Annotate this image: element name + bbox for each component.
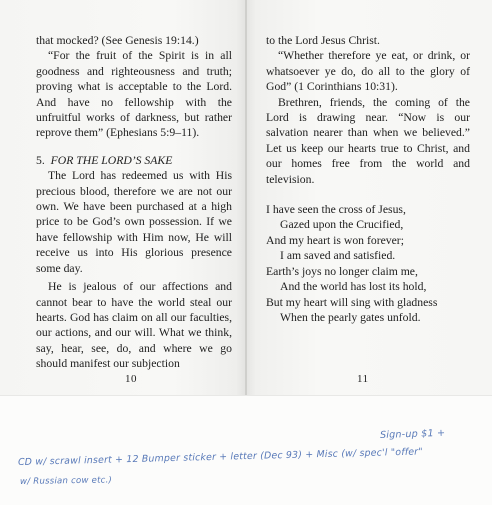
section-number: 5. (36, 153, 45, 167)
handwritten-notes-area (0, 395, 492, 505)
handwritten-note-continued: w/ Russian cow etc.) (19, 475, 113, 487)
section-paragraph-2: He is jealous of our affections and cannot bear to have the world steal our hearts. God has claim on all our faculties, our actions, and our will. What we think, say, hear, see, do, and where we go should manifest our subjection (36, 280, 232, 371)
section-paragraph-1: The Lord has redeemed us with His precious blood, therefore we are not our own. We have been purchased at a high price to be God’s own possession. If we have fellowship with Him now, He will receive us into His glorious presence some day. (36, 169, 232, 275)
right-page-number: 11 (357, 373, 369, 385)
poem-line: I have seen the cross of Jesus, (266, 203, 406, 217)
page-gutter (245, 0, 247, 395)
poem-line: I am saved and satisfied. (280, 249, 396, 263)
left-paragraph-2: “For the fruit of the Spirit is in all goodness and righteousness and truth; proving what is acceptable to the Lord. And have no fellowship with the unfruitful works of darkness, but rather reprove them” (Ephesians 5:9–11). (36, 49, 232, 140)
right-page (246, 0, 492, 395)
left-page (0, 0, 246, 395)
right-paragraph-1: to the Lord Jesus Christ. (266, 34, 380, 47)
right-paragraph-3: Brethren, friends, the coming of the Lord is drawing near. “Now is our salvation nearer than when we believed.” Let us keep our hearts true to Christ, and our homes free from the world and television. (266, 95, 470, 186)
section-title: FOR THE LORD’S SAKE (50, 153, 173, 167)
handwritten-note-main: CD w/ scrawl insert + 12 Bumper sticker + letter (Dec 93) + Misc (w/ spec'l "offer" (17, 446, 423, 468)
left-paragraph-1: that mocked? (See Genesis 19:14.) (36, 34, 199, 47)
poem (266, 202, 470, 325)
right-paragraph-2: “Whether therefore ye eat, or drink, or whatsoever ye do, do all to the glory of God” (1 Corinthians 10:31). (266, 49, 470, 94)
poem-line: But my heart will sing with gladness (266, 295, 438, 309)
poem-line: Earth’s joys no longer claim me, (266, 264, 418, 278)
section-heading (36, 153, 232, 168)
poem-line: Gazed upon the Crucified, (280, 218, 404, 232)
poem-line: When the pearly gates unfold. (280, 310, 421, 324)
handwritten-note-top-right: Sign-up $1 + (379, 427, 446, 441)
poem-line: And my heart is won forever; (266, 233, 404, 247)
left-page-number: 10 (125, 373, 137, 385)
poem-line: And the world has lost its hold, (280, 280, 427, 294)
